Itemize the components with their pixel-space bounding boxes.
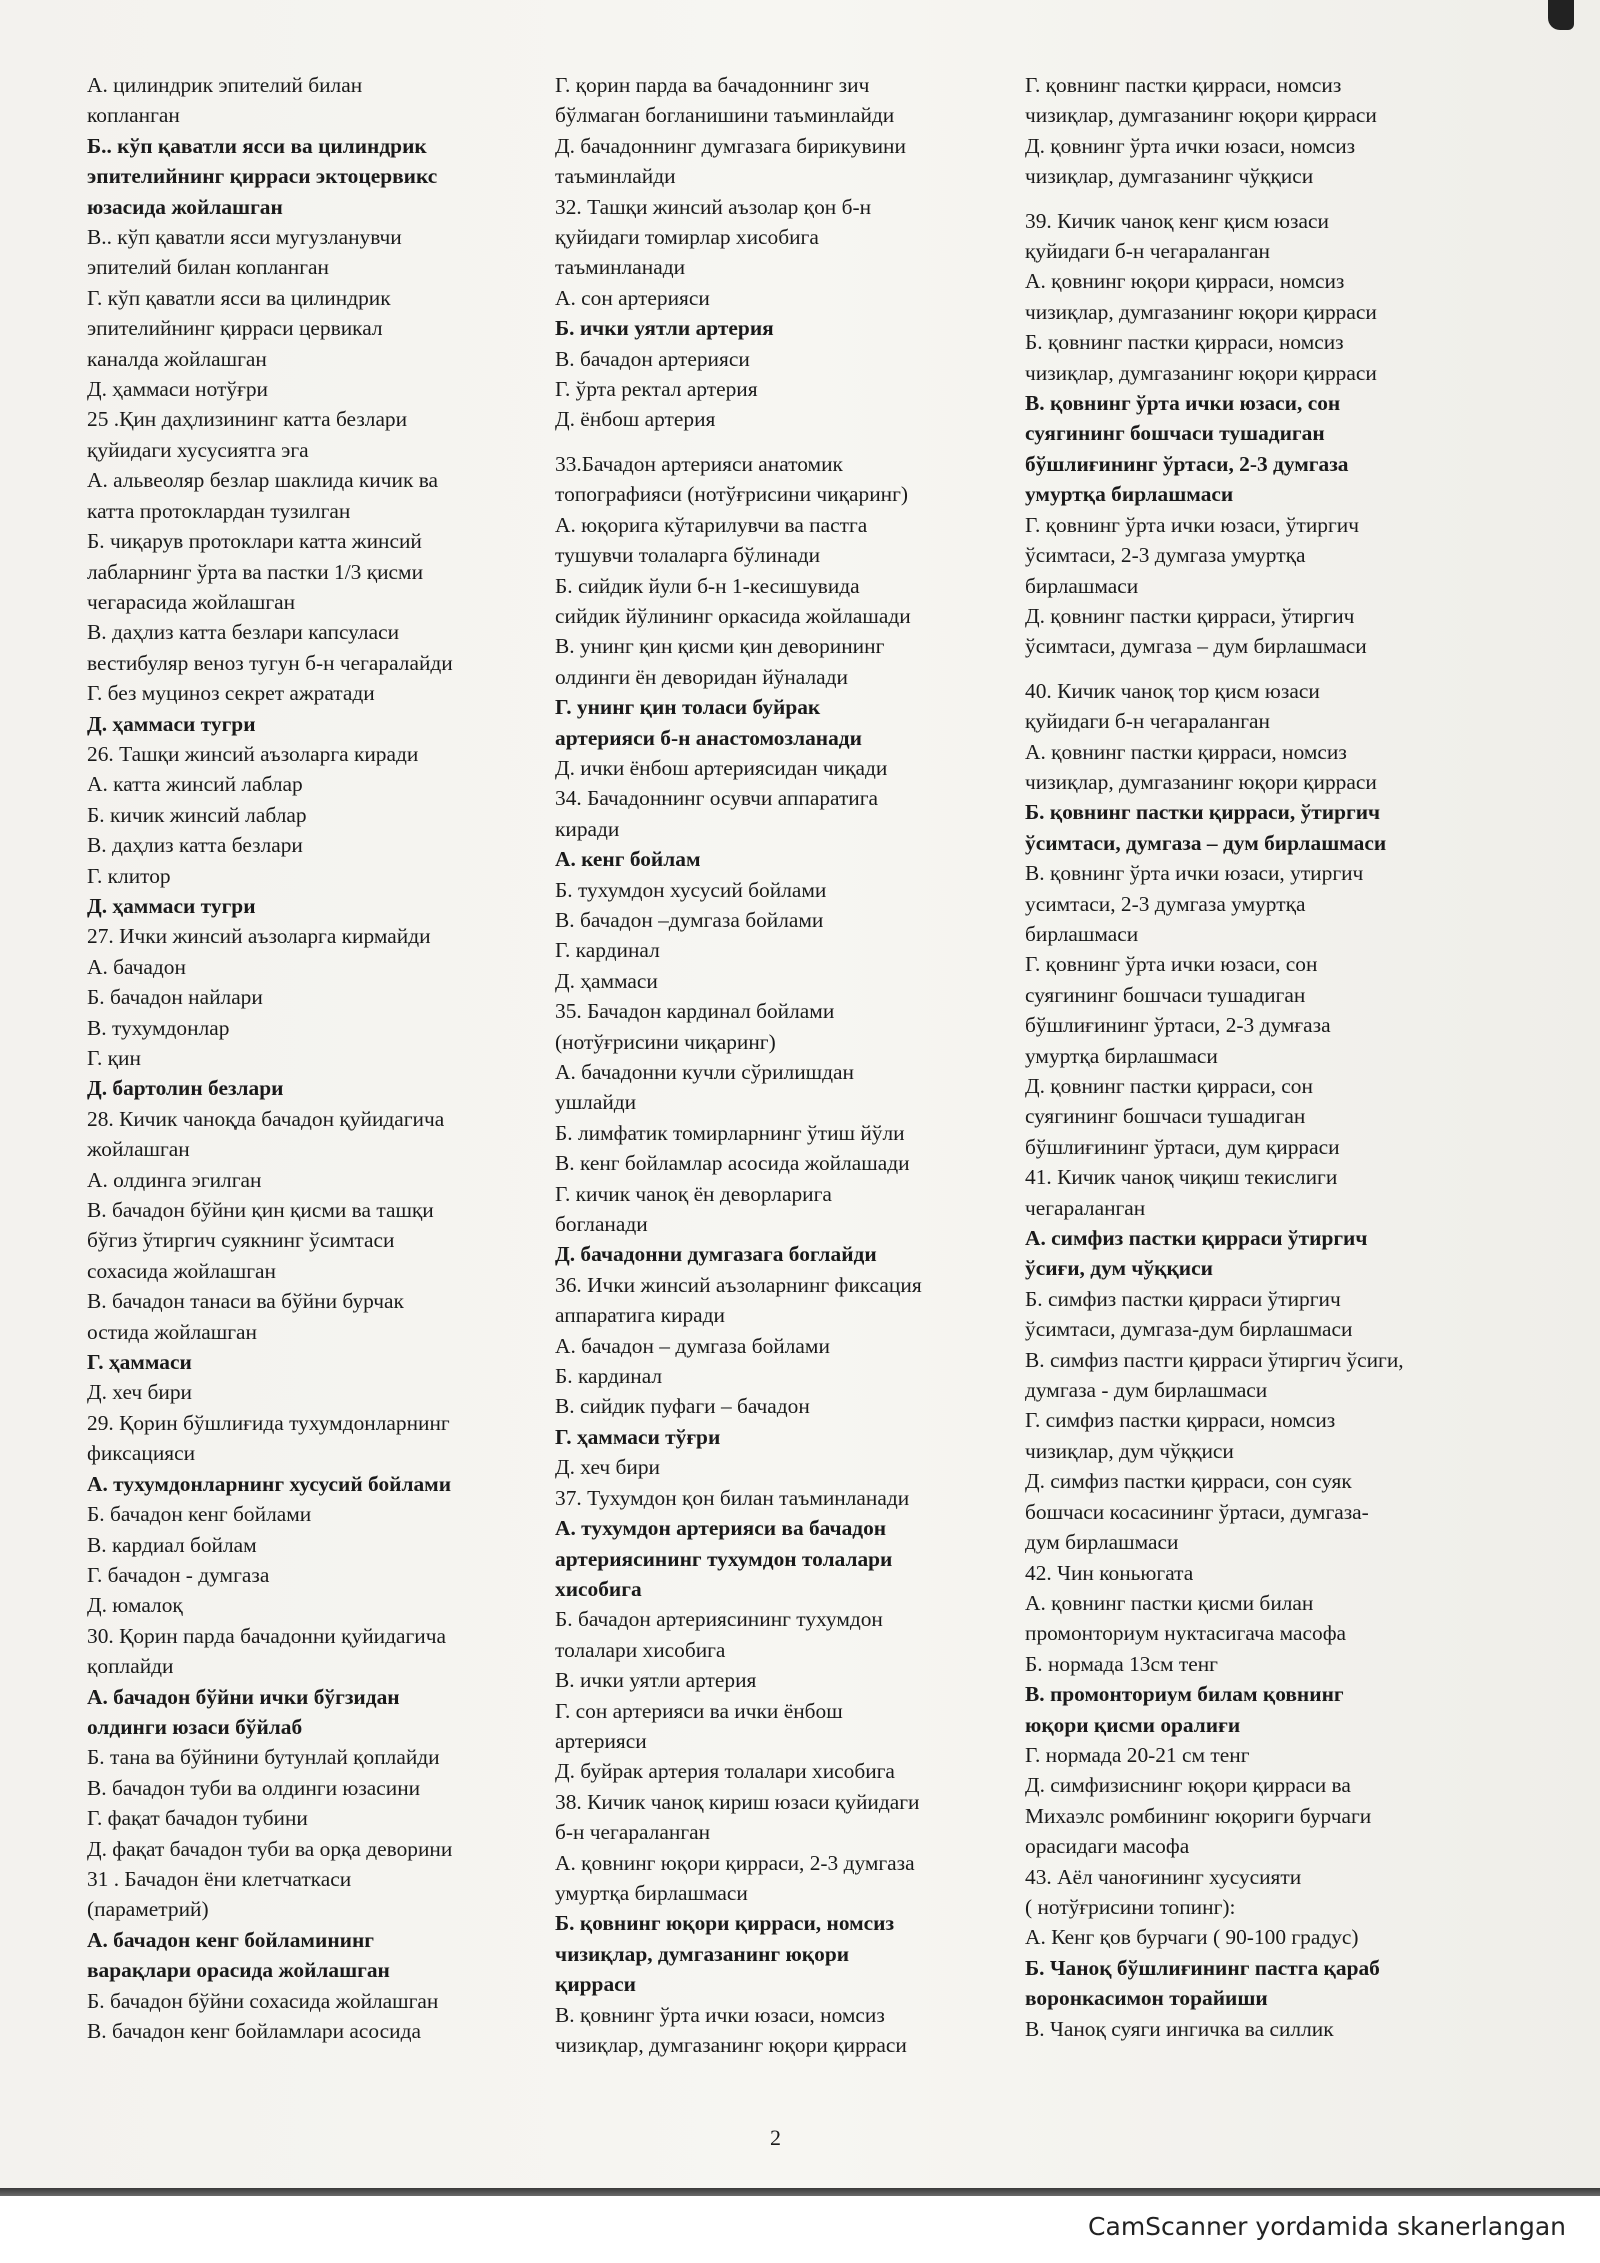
text-line: бўшлиғининг ўртаси, 2-3 думгаза bbox=[1025, 451, 1349, 476]
text-line: бирлашмаси bbox=[1025, 573, 1139, 598]
text-line: 32. Ташқи жинсий аъзолар қон б-н bbox=[555, 194, 872, 219]
text-line: Б. қовнинг юқори қирраси, номсиз bbox=[555, 1911, 895, 1936]
text-line: чизиқлар, думгазанинг юқори қирраси bbox=[1025, 769, 1377, 794]
text-line: А. тухумдон артерияси ва бачадон bbox=[555, 1516, 887, 1541]
text-line: чизиқлар, думгазанинг юқори қирраси bbox=[555, 2033, 907, 2057]
text-line: А. бачадон кенг бойламининг bbox=[87, 1927, 375, 1952]
text-line: 26. Ташқи жинсий аъзоларга киради bbox=[87, 741, 419, 766]
text-line: ўсимтаси, думгаза-дум бирлашмаси bbox=[1025, 1317, 1353, 1342]
text-line: 33.Бачадон артерияси анатомик bbox=[555, 451, 843, 476]
text-line: умуртқа бирлашмаси bbox=[555, 1880, 748, 1905]
text-line: катта протоклардан тузилган bbox=[87, 498, 351, 523]
text-line: чизиқлар, дум чўққиси bbox=[1025, 1438, 1234, 1463]
text-line: бўлмаган богланишини таъминлайди bbox=[555, 103, 895, 128]
text-line: В. тухумдонлар bbox=[87, 1015, 230, 1040]
text-line: артерияси bbox=[555, 1728, 647, 1753]
text-line: каналда жойлашган bbox=[87, 346, 267, 371]
text-line: 40. Кичик чаноқ тор қисм юзаси bbox=[1025, 678, 1320, 703]
text-line: (параметрий) bbox=[87, 1897, 209, 1922]
text-line: лабларнинг ўрта ва пастки 1/3 қисми bbox=[87, 559, 424, 584]
spacer bbox=[1025, 662, 1495, 676]
text-line: Г. клитор bbox=[87, 863, 171, 888]
text-line: Д. ички ёнбош артериясидан чиқади bbox=[555, 755, 888, 780]
text-line: В. қовнинг ўрта ички юзаси, утиргич bbox=[1025, 861, 1364, 886]
text-line: Б. бачадон кенг бойлами bbox=[87, 1502, 312, 1527]
scan-mark bbox=[1548, 0, 1574, 30]
text-line: 41. Кичик чаноқ чиқиш текислиги bbox=[1025, 1165, 1338, 1190]
text-line: думгаза - дум бирлашмаси bbox=[1025, 1378, 1268, 1403]
text-line: 39. Кичик чаноқ кенг қисм юзаси bbox=[1025, 208, 1329, 233]
text-line: 38. Кичик чаноқ кириш юзаси қуйидаги bbox=[555, 1789, 920, 1814]
text-line: А. юқорига кўтарилувчи ва пастга bbox=[555, 512, 868, 537]
text-line: юқори қисми оралиғи bbox=[1025, 1712, 1241, 1737]
text-line: Б. тухумдон хусусий бойлами bbox=[555, 877, 827, 902]
text-line: жойлашган bbox=[87, 1137, 190, 1162]
text-line: Д. ҳаммаси тугри bbox=[87, 711, 256, 736]
text-line: Б. қовнинг пастки қирраси, ўтиргич bbox=[1025, 800, 1381, 825]
spacer bbox=[555, 435, 1025, 449]
text-line: Г. қовнинг ўрта ички юзаси, сон bbox=[1025, 952, 1318, 977]
text-line: Д. буйрак артерия толалари хисобига bbox=[555, 1759, 895, 1784]
text-line: 31 . Бачадон ёни клетчаткаси bbox=[87, 1866, 352, 1891]
text-line: эпителийнинг қирраси эктоцервикс bbox=[87, 164, 438, 189]
text-line: А. бачадон бўйни ички бўгзидан bbox=[87, 1684, 400, 1709]
text-line: Г. қовнинг пастки қирраси, номсиз bbox=[1025, 73, 1342, 97]
text-line: чизиқлар, думгазанинг юқори қирраси bbox=[1025, 299, 1377, 324]
text-line: 35. Бачадон кардинал бойлами bbox=[555, 999, 835, 1024]
text-line: таъминланади bbox=[555, 255, 686, 280]
text-line: А. симфиз пастки қирраси ўтиргич bbox=[1025, 1226, 1368, 1251]
text-line: А. қовнинг пастки қирраси, номсиз bbox=[1025, 739, 1347, 764]
text-line: Д. фақат бачадон туби ва орқа деворини bbox=[87, 1836, 453, 1861]
text-line: копланган bbox=[87, 103, 180, 128]
text-line: бирлашмаси bbox=[1025, 921, 1139, 946]
text-line: Г. кичик чаноқ ён деворларига bbox=[555, 1181, 832, 1206]
text-line: Г. унинг қин толаси буйрак bbox=[555, 695, 821, 720]
text-line: А. бачадонни кучли сўрилишдан bbox=[555, 1060, 854, 1084]
text-line: Д. ҳаммаси bbox=[555, 968, 658, 993]
text-line: Г. бачадон - думгаза bbox=[87, 1562, 270, 1587]
text-line: В. сийдик пуфаги – бачадон bbox=[555, 1394, 810, 1419]
text-line: Д. қовнинг пастки қирраси, сон bbox=[1025, 1074, 1313, 1098]
text-line: ўсиғи, дум чўққиси bbox=[1025, 1256, 1213, 1281]
text-line: Г. қорин парда ва бачадоннинг зич bbox=[555, 73, 870, 97]
text-line: В. ички уятли артерия bbox=[555, 1668, 757, 1693]
text-line: варақлари орасида жойлашган bbox=[87, 1958, 390, 1983]
text-line: А. бачадон bbox=[87, 954, 186, 979]
text-line: аппаратига киради bbox=[555, 1303, 726, 1328]
text-line: чегараланган bbox=[1025, 1195, 1146, 1220]
text-line: 42. Чин коньюгата bbox=[1025, 1560, 1194, 1585]
text-line: Д. симфизиснинг юқори қирраси ва bbox=[1025, 1773, 1351, 1798]
text-line: қуйидаги б-н чегараланган bbox=[1025, 709, 1270, 734]
text-line: Д. ёнбош артерия bbox=[555, 407, 716, 432]
text-line: толалари хисобига bbox=[555, 1637, 726, 1662]
text-line: В. даҳлиз катта безлари bbox=[87, 833, 303, 858]
text-line: промонториум нуктасигача масофа bbox=[1025, 1621, 1347, 1646]
text-line: В. бачадон –думгаза бойлами bbox=[555, 907, 824, 932]
text-line: А. Кенг қов бурчаги ( 90-100 градус) bbox=[1025, 1925, 1359, 1950]
text-line: А. тухумдонларнинг хусусий бойлами bbox=[87, 1471, 452, 1496]
text-line: сохасида жойлашган bbox=[87, 1258, 276, 1283]
text-line: ўсимтаси, думгаза – дум бирлашмаси bbox=[1025, 830, 1387, 855]
text-line: Б. тана ва бўйнини бутунлай қоплайди bbox=[87, 1745, 440, 1770]
text-line: Г. ҳаммаси bbox=[87, 1350, 192, 1375]
text-line: Д. бартолин безлари bbox=[87, 1076, 284, 1101]
text-line: олдинги ён девoридан йўналади bbox=[555, 664, 848, 689]
text-line: бўшлиғининг ўртаси, 2-3 думғаза bbox=[1025, 1013, 1331, 1038]
text-line: Г. кўп қаватли ясси ва цилиндрик bbox=[87, 285, 391, 310]
text-line: Д. хеч бири bbox=[87, 1380, 192, 1405]
text-line: қуйидаги б-н чегараланган bbox=[1025, 239, 1270, 264]
text-line: сийдик йўлининг оркасида жойлашади bbox=[555, 603, 911, 628]
text-line: Г. без муциноз секрет ажратади bbox=[87, 681, 375, 706]
text-line: чизиқлар, думгазанинг юқори қирраси bbox=[1025, 360, 1377, 385]
text-line: В. даҳлиз катта безлари капсуласи bbox=[87, 620, 400, 645]
text-line: Б. Чаноқ бўшлиғининг пастга қараб bbox=[1025, 1955, 1380, 1980]
text-line: В. бачадон бўйни қин қисми ва ташқи bbox=[87, 1198, 434, 1223]
text-line: Д. бачадоннинг думгазага бирикувини bbox=[555, 133, 906, 158]
text-line: В. кардиал бойлам bbox=[87, 1532, 257, 1557]
text-line: вестибуляр веноз тугун б-н чегаралайди bbox=[87, 650, 453, 675]
text-line: В. қовнинг ўрта ички юзаси, сон bbox=[1025, 391, 1341, 416]
text-line: Б. кичик жинсий лаблар bbox=[87, 802, 307, 827]
text-line: Б. қовнинг пастки қирраси, номсиз bbox=[1025, 330, 1344, 355]
text-line: бошчаси косасининг ўртаси, думгаза- bbox=[1025, 1499, 1369, 1524]
text-line: Г. қовнинг ўрта ички юзаси, ўтиргич bbox=[1025, 512, 1359, 537]
text-line: 28. Кичик чаноқда бачадон қуйидагича bbox=[87, 1106, 445, 1131]
text-line: Б. ички уятли артерия bbox=[555, 316, 774, 341]
text-line: қоплайди bbox=[87, 1654, 174, 1679]
text-line: Д. хеч бири bbox=[555, 1455, 660, 1480]
text-line: Б. кардинал bbox=[555, 1364, 663, 1389]
page-number: 2 bbox=[770, 2125, 781, 2150]
text-line: Д. ҳаммаси тугри bbox=[87, 893, 256, 918]
text-line: суягининг бошчаси тушадиган bbox=[1025, 1104, 1306, 1129]
text-line: В. кенг бойламлар асосида жойлашади bbox=[555, 1151, 910, 1176]
text-line: В.. кўп қаватли ясси мугузланувчи bbox=[87, 225, 402, 250]
text-line: артериясининг тухумдон толалари bbox=[555, 1546, 893, 1571]
text-line: Михаэлс ромбининг юқориги бурчаги bbox=[1025, 1803, 1372, 1828]
text-line: 43. Аёл чаноғининг хусусияти bbox=[1025, 1864, 1302, 1889]
text-line: қирраси bbox=[555, 1972, 636, 1997]
text-line: воронкасимон торайиши bbox=[1025, 1986, 1268, 2011]
spacer bbox=[1025, 192, 1495, 206]
text-line: умуртқа бирлашмаси bbox=[1025, 1043, 1218, 1068]
text-line: Б. симфиз пастки қирраси ўтиргич bbox=[1025, 1286, 1341, 1311]
column-3 bbox=[1025, 70, 1495, 2044]
text-line: бўшлиғининг ўртаси, дум қирраси bbox=[1025, 1134, 1340, 1159]
text-line: А. қовнинг юқори қирраси, номсиз bbox=[1025, 269, 1345, 294]
text-line: Б. бачадон артериясининг тухумдон bbox=[555, 1607, 883, 1632]
text-line: олдинги юзаси бўйлаб bbox=[87, 1714, 303, 1739]
text-line: Г. нормада 20-21 см тенг bbox=[1025, 1742, 1250, 1767]
text-line: Б. бачадон бўйни сохасида жойлашган bbox=[87, 1988, 439, 2013]
text-line: Б.. кўп қаватли ясси ва цилиндрик bbox=[87, 133, 427, 158]
text-line: 27. Ички жинсий аъзоларга кирмайди bbox=[87, 924, 431, 949]
text-line: Д. бачадонни думгазага боглайди bbox=[555, 1242, 877, 1267]
text-line: чизиқлар, думгазанинг чўққиси bbox=[1025, 164, 1314, 189]
text-line: В. бачадон танаси ва бўйни бурчак bbox=[87, 1289, 404, 1314]
text-line: б-н чегараланган bbox=[555, 1820, 711, 1845]
text-line: Б. чиқарув протоклари катта жинсий bbox=[87, 529, 422, 554]
text-line: Г. қин bbox=[87, 1046, 141, 1070]
text-line: тушувчи толаларга бўлинади bbox=[555, 543, 821, 568]
text-line: Г. ҳаммаси тўғри bbox=[555, 1424, 721, 1449]
text-line: Д. симфиз пастки қирраси, сон суяк bbox=[1025, 1469, 1352, 1494]
text-line: суягининг бошчаси тушадиган bbox=[1025, 982, 1306, 1007]
text-line: ушлайди bbox=[555, 1090, 637, 1115]
text-line: А. қовнинг пастки қисми билан bbox=[1025, 1590, 1314, 1615]
text-line: Г. ўрта ректал артерия bbox=[555, 377, 758, 402]
text-line: В. бачадон артерияси bbox=[555, 346, 750, 371]
text-line: Д. қовнинг ўрта ички юзаси, номсиз bbox=[1025, 133, 1356, 158]
text-line: В. Чаноқ суяги ингичка ва силлик bbox=[1025, 2016, 1334, 2041]
text-line: чегарасида жойлашган bbox=[87, 589, 296, 614]
text-line: В. симфиз пастги қирраси ўтиргич ўсиги, bbox=[1025, 1347, 1404, 1372]
text-line: орасидаги масофа bbox=[1025, 1834, 1190, 1859]
text-line: богланади bbox=[555, 1212, 648, 1237]
text-line: фиксацияси bbox=[87, 1441, 196, 1466]
text-line: А. катта жинсий лаблар bbox=[87, 772, 303, 797]
text-line: хисобига bbox=[555, 1576, 642, 1601]
text-line: В. бачадон кенг бойламлари асосида bbox=[87, 2019, 421, 2043]
text-line: чизиқлар, думгазанинг юқори қирраси bbox=[1025, 103, 1377, 128]
text-line: А. бачадон – думгаза бойлами bbox=[555, 1333, 830, 1358]
text-line: эпителийнинг қирраси цервикал bbox=[87, 316, 383, 341]
text-line: чизиқлар, думгазанинг юқори bbox=[555, 1941, 850, 1966]
text-line: 36. Ички жинсий аъзоларнинг фиксация bbox=[555, 1272, 922, 1297]
text-line: Б. бачадон найлари bbox=[87, 985, 263, 1010]
text-line: В. қовнинг ўрта ички юзаси, номсиз bbox=[555, 2002, 885, 2027]
text-line: юзасида жойлашган bbox=[87, 194, 283, 219]
text-line: бўгиз ўтиргич суякнинг ўсимтаси bbox=[87, 1228, 395, 1253]
text-line: А. кенг бойлам bbox=[555, 847, 701, 872]
text-line: қуйидаги хусусиятга эга bbox=[87, 437, 309, 462]
text-line: Г. симфиз пастки қирраси, номсиз bbox=[1025, 1408, 1336, 1433]
text-line: топографияси (нотўғрисини чиқаринг) bbox=[555, 482, 909, 507]
text-line: Д. ҳаммаси нотўғри bbox=[87, 377, 269, 402]
text-line: 37. Тухумдон қон билан таъминланади bbox=[555, 1485, 910, 1510]
text-line: В. промонториум билам қовнинг bbox=[1025, 1682, 1344, 1707]
text-line: А. альвеоляр безлар шаклида кичик ва bbox=[87, 468, 439, 493]
text-line: А. олдинга эгилган bbox=[87, 1167, 262, 1192]
text-line: усимтаси, 2-3 думгаза умуртқа bbox=[1025, 891, 1306, 916]
text-line: киради bbox=[555, 816, 620, 841]
text-line: Б. лимфатик томирларнинг ўтиш йўли bbox=[555, 1120, 905, 1145]
text-line: эпителий билан копланган bbox=[87, 255, 329, 280]
text-line: қуйидаги томирлар хисобига bbox=[555, 225, 819, 250]
text-line: умуртқа бирлашмаси bbox=[1025, 482, 1234, 507]
text-line: В. унинг қин қисми қин деворининг bbox=[555, 634, 885, 659]
text-line: артерияси б-н анастомозланади bbox=[555, 725, 862, 750]
text-line: Г. сон артерияси ва ички ёнбош bbox=[555, 1698, 843, 1723]
text-line: А. қовнинг юқори қирраси, 2-3 думгаза bbox=[555, 1850, 915, 1875]
text-line: Б. нормада 13см тенг bbox=[1025, 1651, 1218, 1676]
text-line: ўсимтаси, 2-3 думгаза умуртқа bbox=[1025, 543, 1306, 568]
text-line: 29. Қорин бўшлиғида тухумдонларнинг bbox=[87, 1410, 450, 1435]
footer-divider bbox=[0, 2188, 1600, 2196]
text-line: Г. фақат бачадон тубини bbox=[87, 1806, 308, 1831]
text-line: суягининг бошчаси тушадиган bbox=[1025, 421, 1325, 446]
scanner-watermark: CamScanner yordamida skanerlangan bbox=[1088, 2212, 1566, 2241]
text-line: Д. юмалоқ bbox=[87, 1593, 183, 1618]
text-line: (нотўғрисини чиқаринг) bbox=[555, 1029, 776, 1054]
text-line: А. цилиндрик эпителий билан bbox=[87, 73, 363, 97]
text-line: 25 .Қин даҳлизининг катта безлари bbox=[87, 407, 408, 432]
text-line: А. сон артерияси bbox=[555, 285, 710, 310]
text-line: 30. Қорин парда бачадонни қуйидагича bbox=[87, 1623, 446, 1648]
text-line: Б. сийдик йули б-н 1-кесишувида bbox=[555, 573, 860, 598]
text-line: Г. кардинал bbox=[555, 938, 660, 963]
text-line: дум бирлашмаси bbox=[1025, 1530, 1179, 1555]
text-line: таъминлайди bbox=[555, 164, 676, 189]
text-line: Д. қовнинг пастки қирраси, ўтиргич bbox=[1025, 603, 1355, 628]
text-line: ( нотўғрисини топинг): bbox=[1025, 1894, 1236, 1919]
column-2 bbox=[555, 70, 1025, 2060]
text-line: В. бачадон туби ва олдинги юзасини bbox=[87, 1775, 421, 1800]
text-line: ўсимтаси, думгаза – дум бирлашмаси bbox=[1025, 634, 1367, 659]
text-line: остида жойлашган bbox=[87, 1319, 257, 1344]
text-line: 34. Бачадоннинг осувчи аппаратига bbox=[555, 786, 879, 811]
column-1 bbox=[87, 70, 557, 2046]
